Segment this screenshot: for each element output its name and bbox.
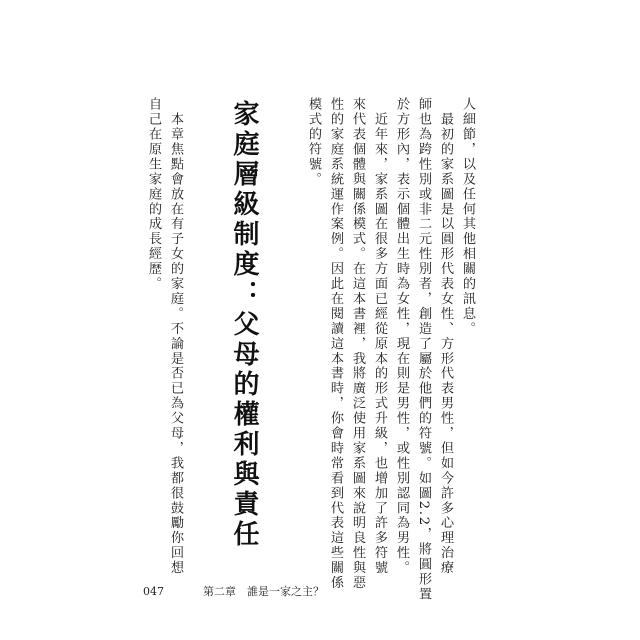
page-number: 047 bbox=[143, 585, 164, 598]
body-line: 性的家庭系統運作案例。因此在閱讀這本書時，你會時常看到代表這些關係 bbox=[328, 97, 343, 591]
body-line: 最初的家系圖是以圓形代表女性、方形代表男性，但如今許多心理治療 bbox=[438, 97, 453, 576]
body-line: 本章焦點會放在有子女的家庭。不論是否已為父母，我都很鼓勵你回想 bbox=[168, 97, 183, 576]
body-line: 模式的符號。 bbox=[306, 97, 321, 187]
body-line: 近年來，家系圖在很多方面已經從原本的形式升級，也增加了許多符號 bbox=[372, 97, 387, 576]
body-line: 人細節，以及任何其他相關的訊息。 bbox=[460, 97, 475, 337]
body-line: 師也為跨性別或非二元性別者，創造了屬於他們的符號。如圖2.2，將圓形置 bbox=[416, 97, 431, 602]
body-line: 於方形內，表示個體出生時為女性，現在則是男性，或性別認同為男性。 bbox=[394, 97, 409, 576]
section-heading: 家庭層級制度：父母的權利與責任 bbox=[229, 100, 259, 550]
running-footer-chapter: 第二章 誰是一家之主？ bbox=[203, 585, 324, 598]
body-line: 自己在原生家庭的成長經歷。 bbox=[146, 97, 161, 292]
body-line: 來代表個體與關係模式。在這本書裡，我將廣泛使用家系圖來說明良性與惡 bbox=[350, 97, 365, 591]
